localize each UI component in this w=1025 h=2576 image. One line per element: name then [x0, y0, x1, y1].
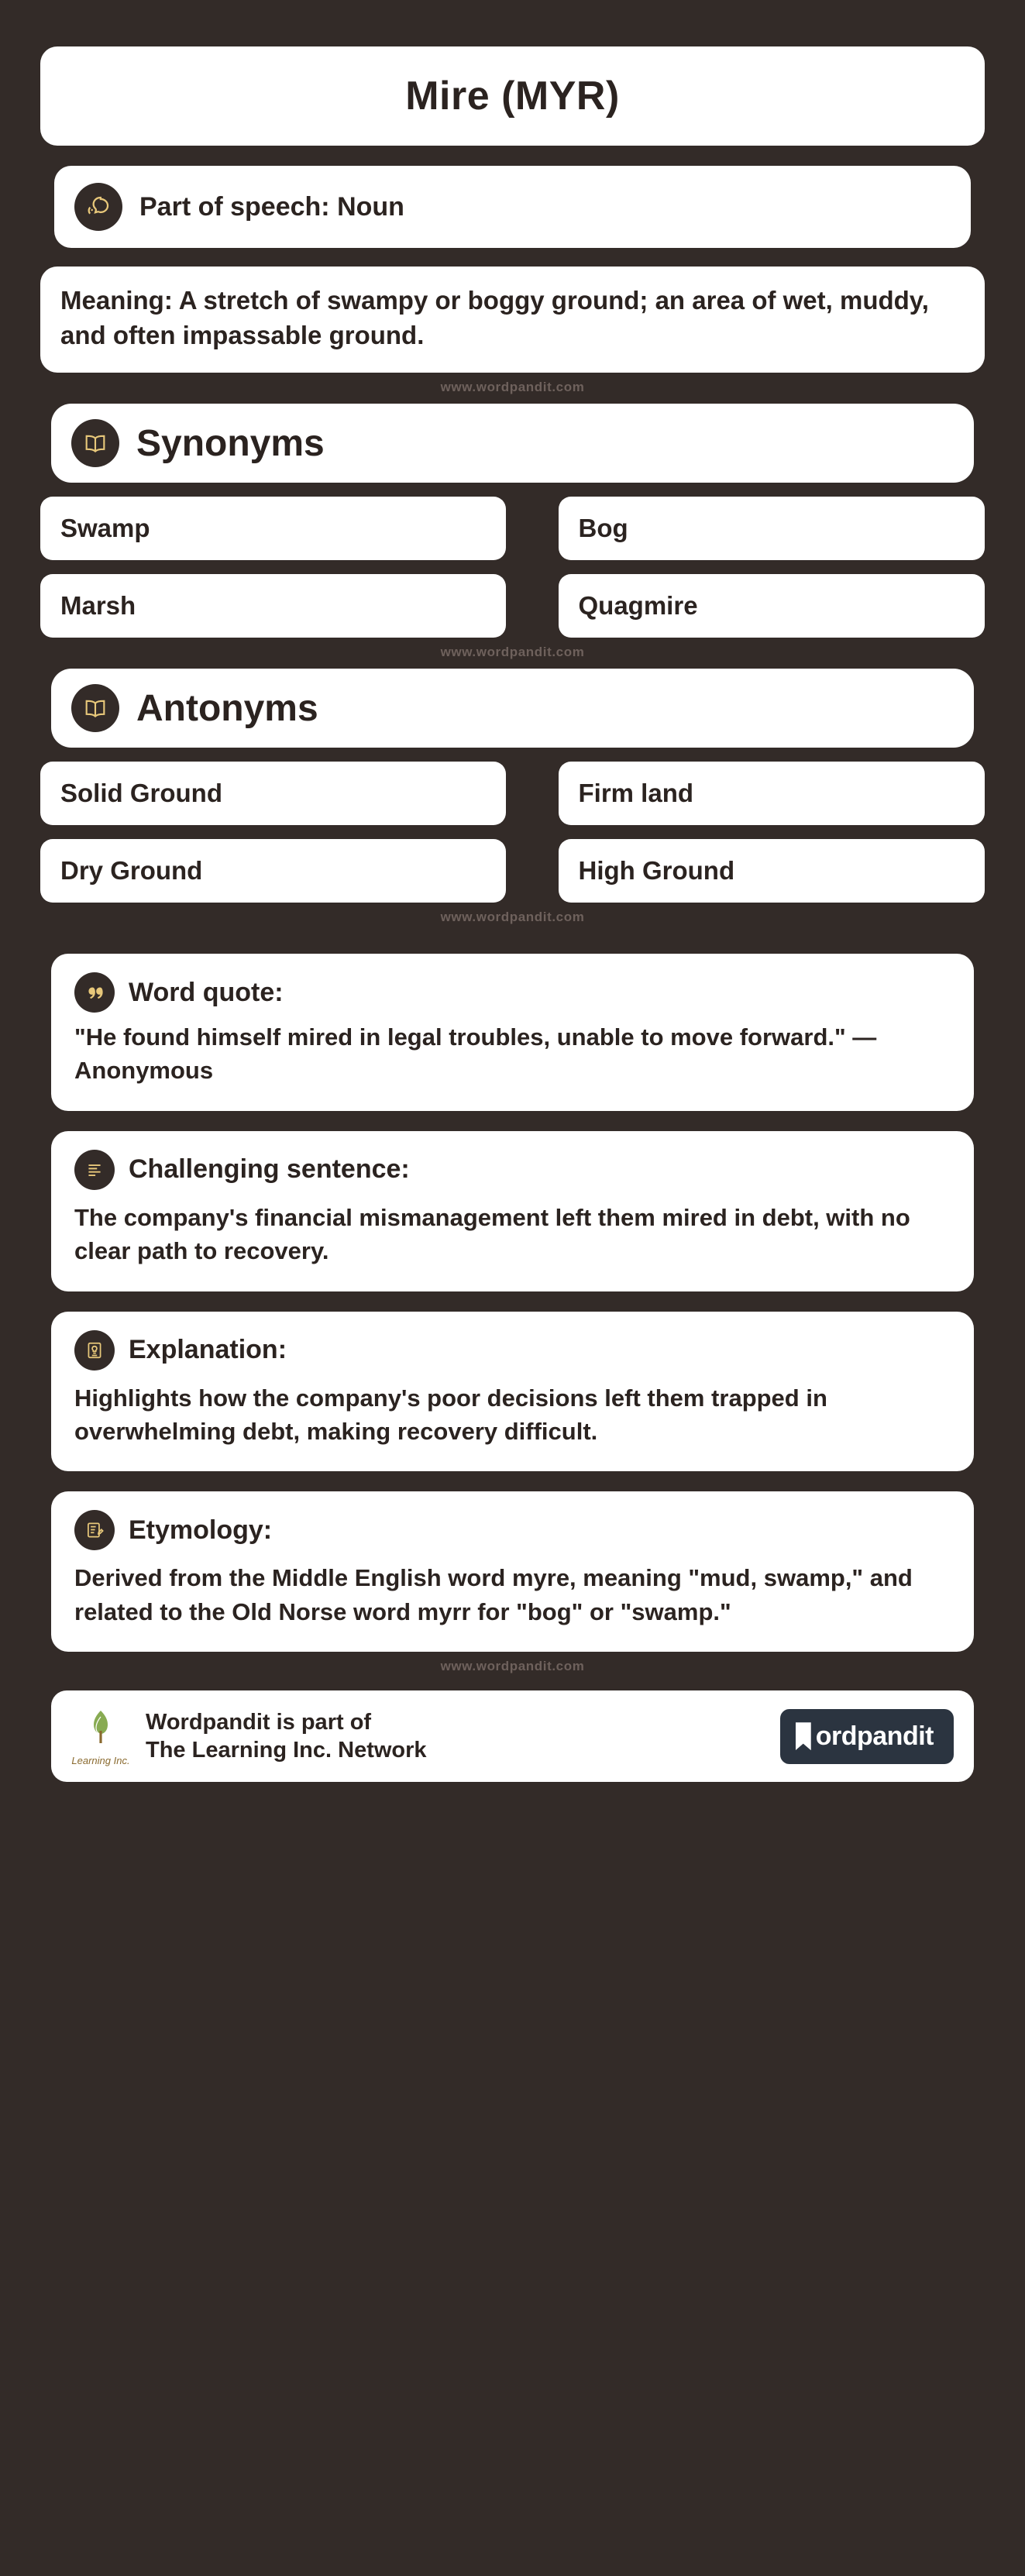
- antonym-item: Solid Ground: [40, 762, 506, 825]
- logo-caption: Learning Inc.: [71, 1755, 130, 1767]
- footer-text: [146, 1708, 427, 1765]
- bookmark-icon: [796, 1722, 811, 1750]
- word-quote-card: [51, 954, 974, 1111]
- synonym-item: Quagmire: [559, 574, 985, 638]
- explanation-section: [40, 1312, 985, 1472]
- synonyms-section: [40, 404, 985, 483]
- word-quote-title: Word quote:: [129, 977, 284, 1007]
- wordpandit-badge[interactable]: [780, 1709, 954, 1764]
- lightbulb-note-icon: [74, 1330, 115, 1371]
- part-of-speech-section: [40, 166, 985, 248]
- footer-card: [51, 1690, 974, 1782]
- watermark-1: www.wordpandit.com: [440, 380, 585, 395]
- page-title: Mire (MYR): [405, 74, 620, 119]
- explanation-header: [74, 1330, 951, 1371]
- open-book-icon: [71, 419, 119, 467]
- synonym-item: Marsh: [40, 574, 506, 638]
- quote-icon: [74, 972, 115, 1013]
- watermark-2: www.wordpandit.com: [440, 645, 585, 660]
- footer-section: [40, 1690, 985, 1782]
- antonyms-header: [51, 669, 974, 748]
- explanation-text: Highlights how the company's poor decisions left them trapped in overwhelming debt, making recovery difficult.: [74, 1384, 827, 1446]
- word-quote-header: [74, 972, 951, 1013]
- badge-label: ordpandit: [815, 1721, 934, 1751]
- footer-line-2: The Learning Inc. Network: [146, 1738, 427, 1763]
- word-title-card: [40, 46, 985, 146]
- antonyms-title: Antonyms: [136, 687, 318, 729]
- antonyms-grid: [40, 762, 985, 903]
- meaning-text: Meaning: A stretch of swampy or boggy ground; an area of wet, muddy, and often impassable ground.: [60, 286, 929, 349]
- watermark-3: www.wordpandit.com: [440, 910, 585, 925]
- part-of-speech-text: Part of speech: Noun: [139, 191, 404, 222]
- word-quote-section: [40, 954, 985, 1111]
- meaning-card: [40, 267, 985, 373]
- word-quote-text: "He found himself mired in legal troubles, unable to move forward." — Anonymous: [74, 1023, 877, 1085]
- document-lines-icon: [74, 1150, 115, 1190]
- antonym-item: High Ground: [559, 839, 985, 903]
- antonyms-section: [40, 669, 985, 748]
- etymology-header: [74, 1510, 951, 1550]
- explanation-card: [51, 1312, 974, 1472]
- footer-line-1: Wordpandit is part of: [146, 1709, 372, 1735]
- synonym-item: Bog: [559, 497, 985, 560]
- writing-hand-icon: [74, 1510, 115, 1550]
- watermark-4: www.wordpandit.com: [440, 1659, 585, 1674]
- part-of-speech-card: [54, 166, 971, 248]
- challenging-sentence-title: Challenging sentence:: [129, 1154, 410, 1185]
- learning-inc-logo: [71, 1706, 130, 1766]
- etymology-text: Derived from the Middle English word myre, meaning "mud, swamp," and related to the Old Norse word myrr for "bog" or "swamp.": [74, 1564, 913, 1625]
- etymology-title: Etymology:: [129, 1515, 273, 1545]
- open-book-icon: [71, 684, 119, 732]
- footer-left: [71, 1706, 780, 1766]
- challenging-sentence-header: [74, 1150, 951, 1190]
- synonyms-header: [51, 404, 974, 483]
- challenging-sentence-section: [40, 1131, 985, 1291]
- synonyms-title: Synonyms: [136, 422, 325, 464]
- challenging-sentence-text: The company's financial mismanagement left them mired in debt, with no clear path to recovery.: [74, 1203, 910, 1265]
- challenging-sentence-card: [51, 1131, 974, 1291]
- etymology-section: [40, 1491, 985, 1652]
- antonym-item: Firm land: [559, 762, 985, 825]
- antonym-item: Dry Ground: [40, 839, 506, 903]
- etymology-card: [51, 1491, 974, 1652]
- synonym-item: Swamp: [40, 497, 506, 560]
- synonyms-grid: [40, 497, 985, 638]
- explanation-title: Explanation:: [129, 1335, 287, 1365]
- speaking-head-icon: [74, 183, 122, 231]
